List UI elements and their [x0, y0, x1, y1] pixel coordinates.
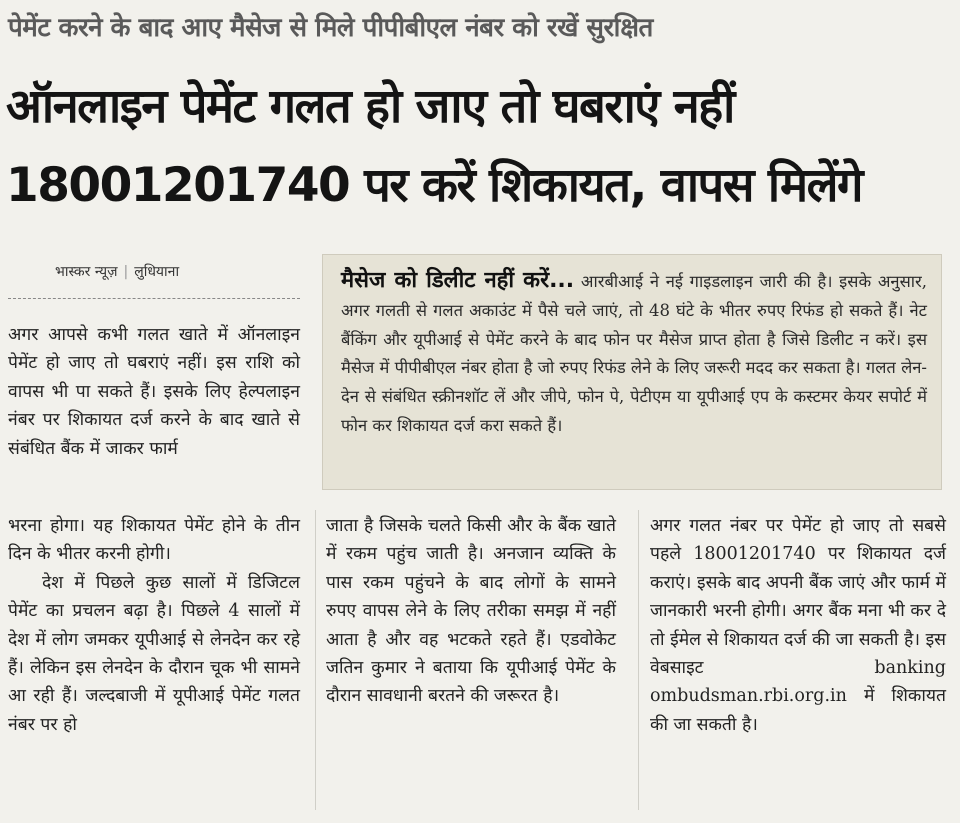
headline-line-2: 18001201740 पर करें शिकायत, वापस मिलेंगे — [6, 158, 862, 213]
info-box — [322, 254, 942, 490]
column-3-paragraph: अगर गलत नंबर पर पेमेंट हो जाए तो सबसे पहले 18001201740 पर शिकायत दर्ज कराएं। इसके बाद अपनी बैंक जाएं और फार्म में जानकारी भरनी होगी। अगर बैंक मना भी कर दे तो ईमेल से शिकायत दर्ज की जा सकती है। इस वेबसाइट banking​ombudsman.rbi.org.in में शिकायत की जा सकती है। — [650, 516, 946, 735]
byline-source: भास्कर न्यूज़ — [55, 264, 118, 280]
byline-separator: | — [123, 264, 129, 280]
info-box-text: आरबीआई ने नई गाइडलाइन जारी की है। इसके अनुसार, अगर गलती से गलत अकाउंट में पैसे चले जाएं, तो 48 घंटे के भीतर रुपए रिफंड हो सकते हैं। नेट बैंकिंग और यूपीआई से पेमेंट करने के बाद फोन पर मैसेज प्राप्त होता है जिसे डिलीट न करें। इस मैसेज में पीपीबीएल नंबर होता है जो रुपए रिफंड लेने के लिए जरूरी मदद कर सकता है। गलत लेन-देन से संबंधित स्क्रीनशॉट लें और जीपे, फोन पे, पेटीएम या यूपीआई एप के कस्टमर केयर सपोर्ट में फोन कर शिकायत दर्ज करा सकते हैं। — [341, 272, 928, 435]
byline — [55, 262, 179, 281]
column-divider-2 — [638, 510, 639, 810]
headline-line-1: ऑनलाइन पेमेंट गलत हो जाए तो घबराएं नहीं — [6, 79, 734, 134]
column-2-paragraph: जाता है जिसके चलते किसी और के बैंक खाते में रकम पहुंच जाती है। अनजान व्यक्ति के पास रकम पहुंचने के बाद लोगों के सामने रुपए वापस लेने के लिए तरीका समझ में नहीं आता है और वह भटकते रहते हैं। एडवोकेट जतिन कुमार ने बताया कि यूपीआई पेमेंट के दौरान सावधानी बरतने की जरूरत है। — [326, 516, 616, 707]
article-kicker: पेमेंट करने के बाद आए मैसेज से मिले पीपीबीएल नंबर को रखें सुरक्षित — [8, 13, 653, 43]
info-box-lead: मैसेज को डिलीट नहीं करें... — [341, 268, 575, 293]
column-divider-1 — [315, 510, 316, 810]
byline-city: लुधियाना — [134, 264, 180, 280]
column-2 — [326, 512, 616, 711]
column-1-paragraph-1-cont: भरना होगा। यह शिकायत पेमेंट होने के तीन दिन के भीतर करनी होगी। — [8, 516, 300, 565]
column-1-bottom — [8, 512, 300, 739]
byline-divider — [8, 298, 300, 299]
column-1-paragraph-2: देश में पिछले कुछ सालों में डिजिटल पेमेंट का प्रचलन बढ़ा है। पिछले 4 सालों में देश में लोग जमकर यूपीआई से लेनदेन कर रहे हैं। लेकिन इस लेनदेन के दौरान चूक भी सामने आ रही हैं। जल्दबाजी में यूपीआई पेमेंट गलत नंबर पर हो — [8, 572, 300, 735]
column-1-paragraph-1: अगर आपसे कभी गलत खाते में ऑनलाइन पेमेंट हो जाए तो घबराएं नहीं। इस राशि को वापस भी पा सकते हैं। इसके लिए हेल्पलाइन नंबर पर शिकायत दर्ज करने के बाद खाते से संबंधित बैंक में जाकर फार्म — [8, 325, 300, 459]
column-3 — [650, 512, 946, 739]
column-1-top — [8, 321, 300, 463]
